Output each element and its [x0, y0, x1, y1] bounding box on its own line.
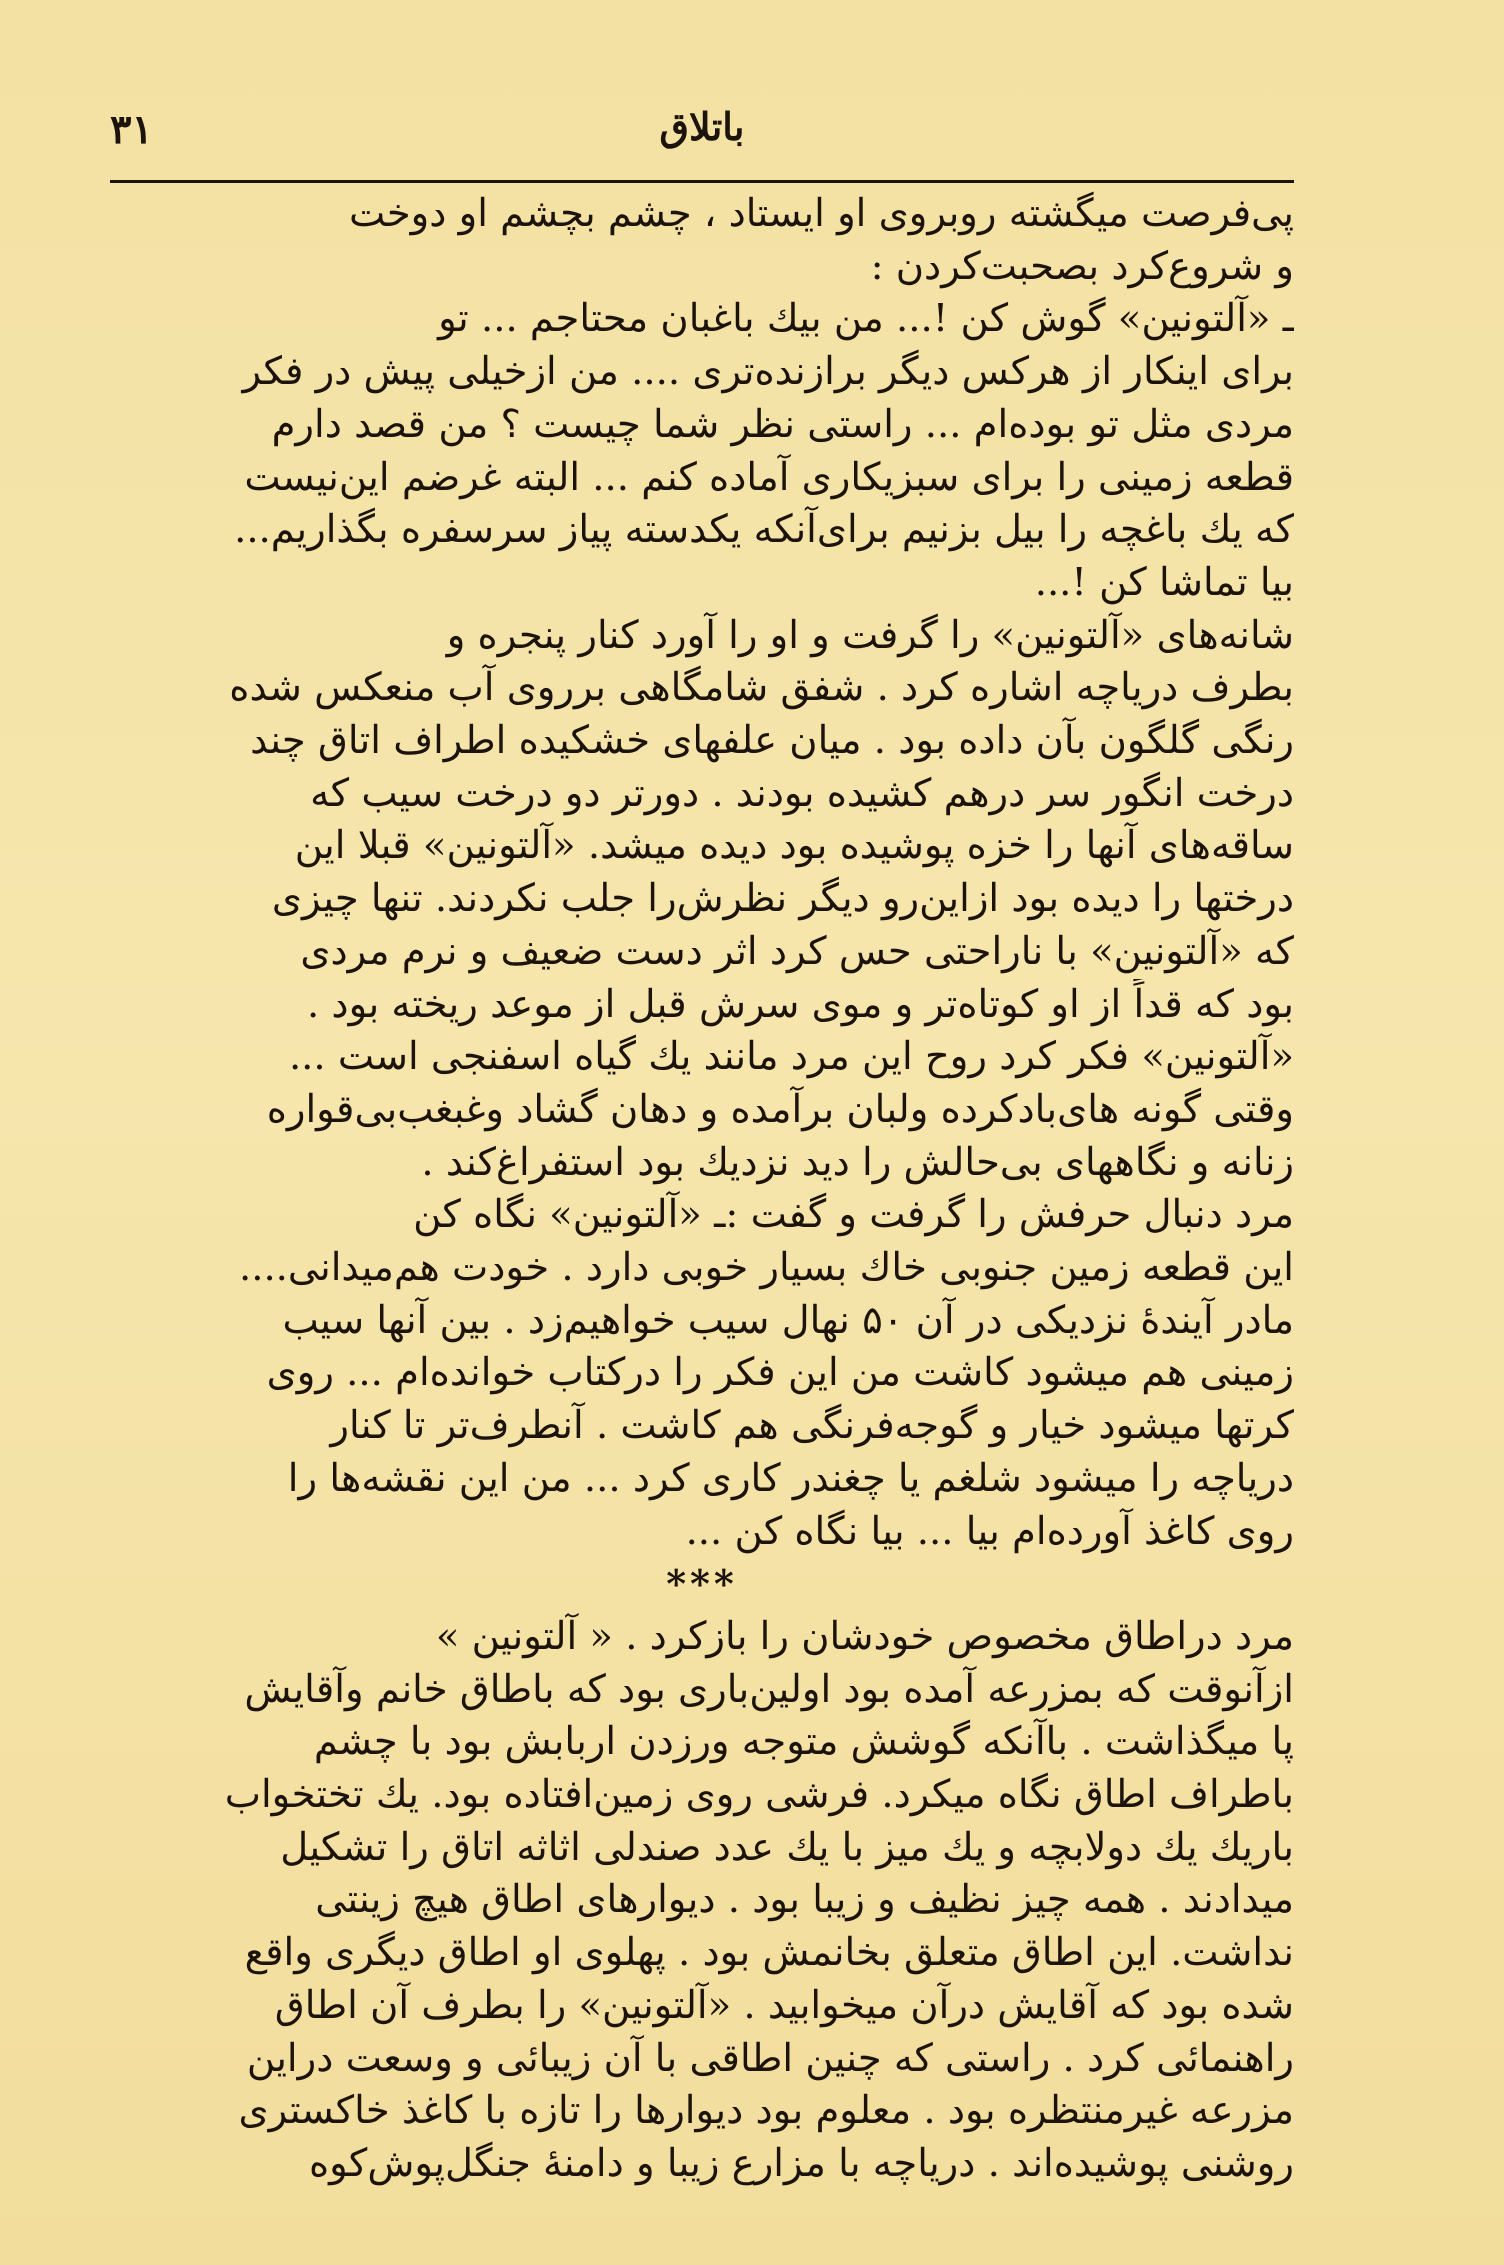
running-title: باتلاق [659, 104, 745, 149]
text-line: بود که قداً از او کوتاه‌تر و موی سرش قبل از موعد ریخته بود . [306, 981, 1294, 1027]
body-text [110, 188, 1294, 2191]
section-1 [110, 188, 1294, 1558]
header-rule [110, 180, 1294, 183]
text-line: باریك یك دولابچه و یك میز با یك عدد صندلی اثاثه اتاق را تشکیل [280, 1824, 1294, 1870]
section-2 [110, 1611, 1294, 2191]
section-separator: *** [666, 1561, 738, 1607]
text-line: این قطعه زمین جنوبی خاك بسیار خوبی دارد . خودت هم‌میدانی.... [238, 1245, 1294, 1291]
text-line: مردی مثل تو بوده‌ام ... راستی نظر شما چیست ؟ من قصد دارم [271, 401, 1294, 447]
text-line: میدادند . همه چیز نظیف و زیبا بود . دیوارهای اطاق هیچ زینتی [315, 1877, 1294, 1923]
text-line: پا میگذاشت . باآنکه گوشش متوجه ورزدن اربابش بود با چشم [313, 1719, 1294, 1765]
text-line: مرد دنبال حرفش را گرفت و گفت :ـ «آلتونین» نگاه کن [413, 1192, 1294, 1238]
text-line: مزرعه غیرمنتظره بود . معلوم بود دیوارها را تازه با کاغذ خاکستری [238, 2088, 1294, 2134]
text-line: زنانه و نگاههای بی‌حالش را دید نزدیك بود استفراغ‌کند . [421, 1139, 1294, 1185]
text-line: مادر آیندۀ نزدیکی در آن ۵۰ نهال سیب خواهیم‌زد . بین آنها سیب [282, 1297, 1294, 1343]
text-line: وقتی گونه های‌بادکرده ولبان برآمده و دهان گشاد وغبغب‌بی‌قواره [266, 1086, 1294, 1132]
page-number: ۳۱ [110, 106, 153, 153]
text-line: کرتها میشود خیار و گوجه‌فرنگی هم کاشت . آنطرف‌تر تا کنار [330, 1403, 1294, 1449]
text-line: بیا تماشا کن !... [1034, 559, 1294, 605]
text-line: نداشت. این اطاق متعلق بخانمش بود . پهلوی او اطاق دیگری واقع [244, 1930, 1294, 1976]
text-line: دریاچه را میشود شلغم یا چغندر کاری کرد ... من این نقشه‌ها را [287, 1455, 1294, 1501]
page-header [110, 100, 1294, 180]
text-line: باطراف اطاق نگاه میکرد. فرشی روی زمین‌افتاده بود. یك تختخواب [224, 1772, 1294, 1818]
text-line: ازآنوقت که بمزرعه آمده بود اولین‌باری بود که باطاق خانم وآقایش [244, 1666, 1294, 1712]
text-line: درخت انگور سر درهم کشیده بودند . دورتر دو درخت سیب که [310, 770, 1294, 816]
text-line: که یك باغچه را بیل بزنیم برای‌آنکه یکدسته پیاز سرسفره بگذاریم... [234, 507, 1294, 553]
text-line: پی‌فرصت میگشته روبروی او ایستاد ، چشم بچشم او دوخت [349, 191, 1294, 236]
text-line: رنگی گلگون بآن داده بود . میان علفهای خشکیده اطراف اتاق چند [250, 718, 1294, 764]
text-line: مرد دراطاق مخصوص خودشان را بازکرد . « آلتونین » [435, 1613, 1294, 1659]
text-line: شده بود که آقایش درآن میخوابید . «آلتونین» را بطرف آن اطاق [274, 1982, 1294, 2028]
text-line: که «آلتونین» با ناراحتی حس کرد اثر دست ضعیف و نرم مردی [300, 928, 1294, 974]
text-line: و شروع‌کرد بصحبت‌کردن : [870, 243, 1294, 289]
text-line: زمینی هم میشود کاشت من این فکر را درکتاب خوانده‌ام ... روی [266, 1350, 1294, 1396]
text-line: روشنی پوشیده‌اند . دریاچه با مزارع زیبا و دامنۀ جنگل‌پوش‌کوه [308, 2141, 1294, 2186]
text-line: روی کاغذ آورده‌ام بیا ... بیا نگاه کن ... [685, 1508, 1294, 1554]
text-line: ـ «آلتونین» گوش کن !... من بیك باغبان محتاجم ... تو [438, 296, 1294, 342]
text-line: شانه‌های «آلتونین» را گرفت و او را آورد کنار پنجره و [446, 612, 1294, 658]
text-line: درختها را دیده بود ازاین‌رو دیگر نظرش‌را جلب نکردند. تنها چیزی [271, 876, 1294, 922]
text-line: قطعه زمینی را برای سبزیکاری آماده کنم ... البته غرضم این‌نیست [244, 454, 1294, 500]
text-line: ساقه‌های آنها را خزه پوشیده بود دیده میشد. «آلتونین» قبلا این [294, 823, 1294, 869]
text-line: برای اینکار از هرکس دیگر برازنده‌تری .... من ازخیلی پیش در فکر [242, 349, 1294, 395]
text-line: راهنمائی کرد . راستی که چنین اطاقی با آن زیبائی و وسعت دراین [246, 2035, 1294, 2081]
text-line: «آلتونین» فکر کرد روح این مرد مانند یك گیاه اسفنجی است ... [288, 1034, 1294, 1080]
text-line: بطرف دریاچه اشاره کرد . شفق شامگاهی برروی آب منعکس شده [229, 665, 1294, 711]
